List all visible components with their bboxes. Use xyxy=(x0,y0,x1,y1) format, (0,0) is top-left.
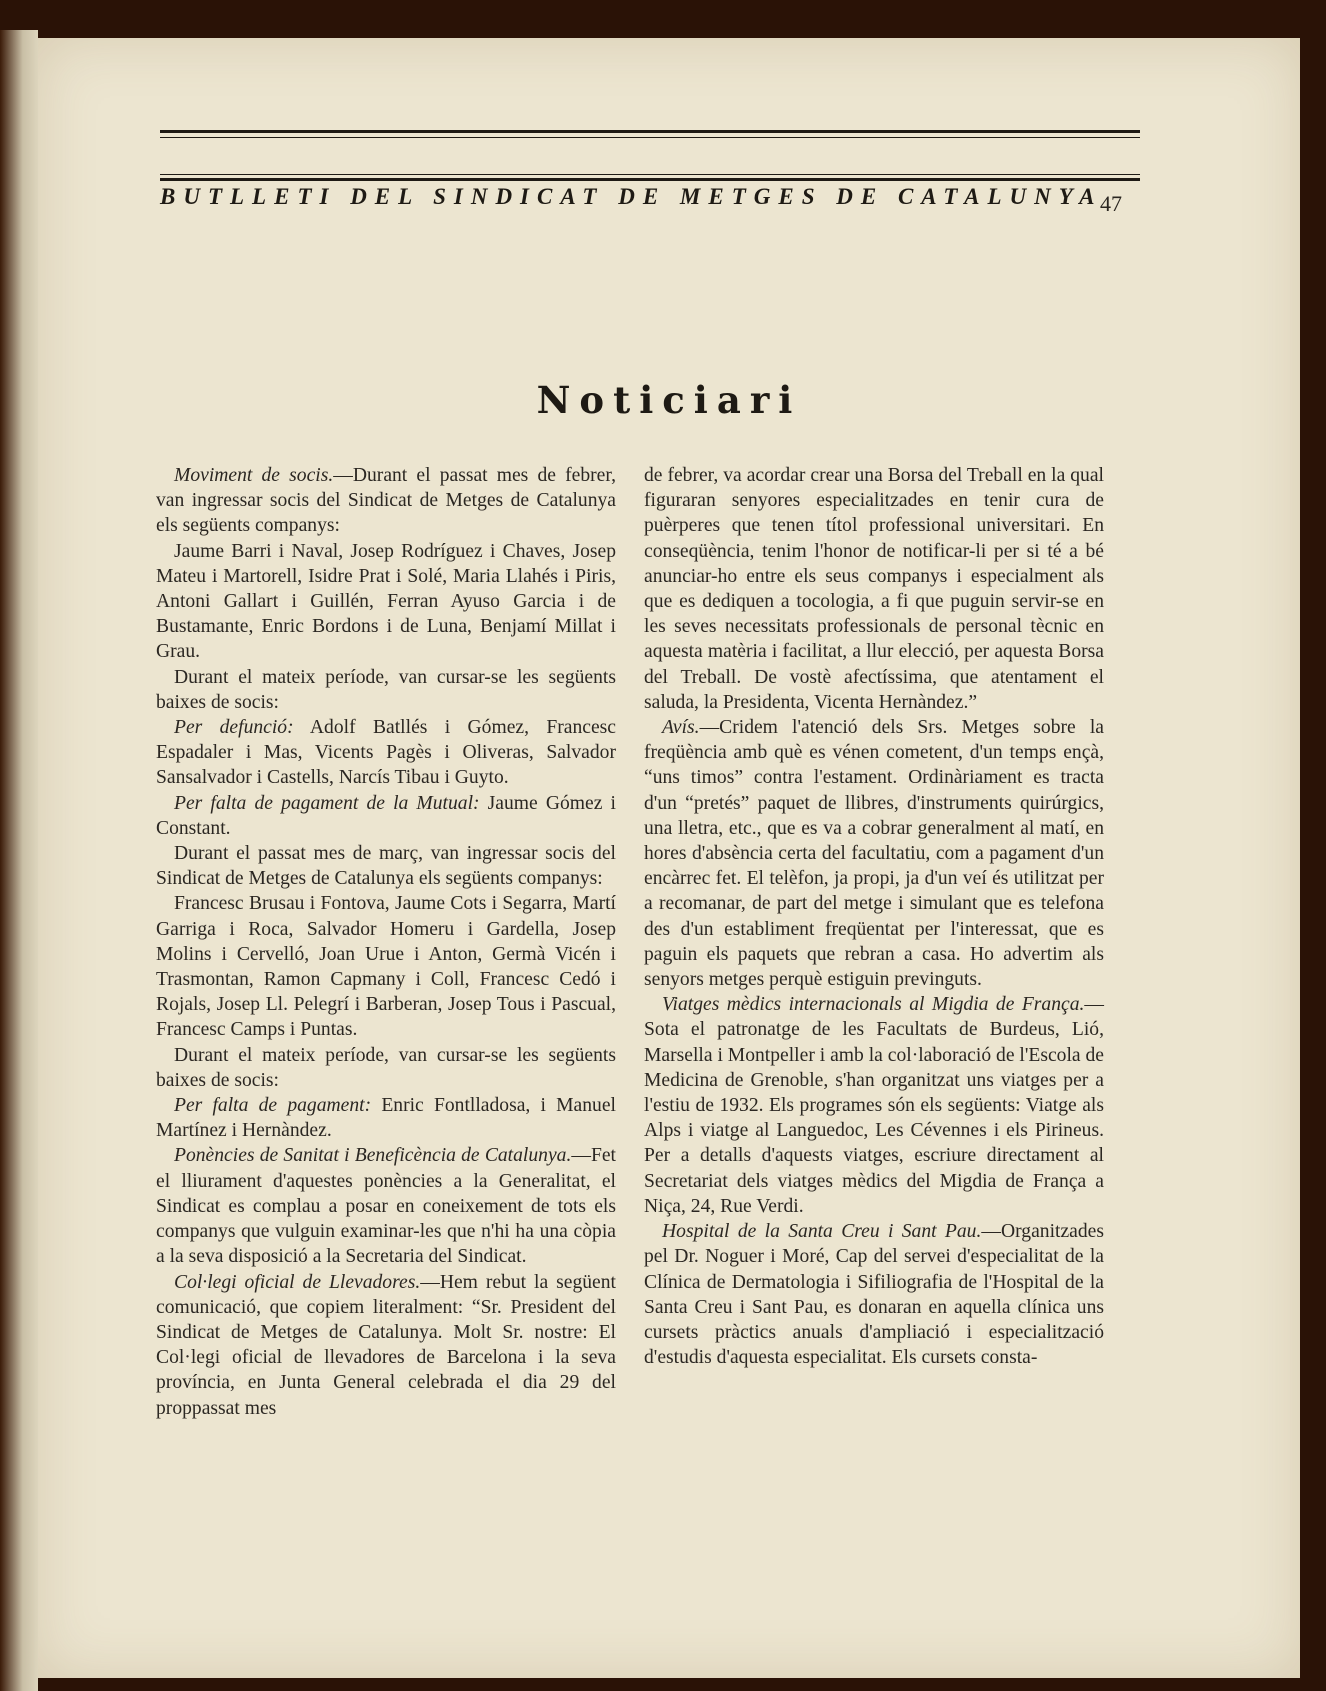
paragraph xyxy=(156,791,616,841)
paragraph-text: —Hem rebut la següent comunicació, que copiem literalment: “Sr. President del Sindicat de Metges de Catalunya. Molt Sr. nostre: El Col·legi oficial de llevadores de Barcelona i la seva província, en Junta General celebrada el dia 29 del proppassat mes xyxy=(156,1271,616,1419)
paragraph: Durant el passat mes de març, van ingressar socis del Sindicat de Metges de Catalunya els següents companys: xyxy=(156,843,616,890)
paragraph-heading: Per falta de pagament de la Mutual: xyxy=(174,792,480,814)
paragraph-text: —Organitzades pel Dr. Noguer i Moré, Cap del servei d'especialitat de la Clínica de Dermatologia i Sifiliografia de l'Hospital de la Santa Creu i Sant Pau, es donaran en aquella clínica uns cursets pràctics anuals d'ampliació i especialització d'estudis d'aquesta especialitat. Els cursets consta- xyxy=(644,1221,1104,1369)
paragraph-heading: Ponències de Sanitat i Beneficència de Catalunya. xyxy=(174,1145,572,1167)
paragraph-heading: Col·legi oficial de Llevadores. xyxy=(174,1271,421,1293)
paragraph-text: —Fet el lliurament d'aquestes ponències a la Generalitat, el Sindicat es complau a posar en coneixement de tots els companys que vulguin examinar-les que n'hi ha una còpia a la seva disposició a la Secretaria del Sindicat. xyxy=(156,1145,616,1268)
paragraph-text: Enric Fontlladosa, i Manuel Martínez i Hernàndez. xyxy=(156,1095,616,1142)
paragraph: Durant el mateix període, van cursar-se les següents baixes de socis: xyxy=(156,1044,616,1091)
header-rule-top-thin xyxy=(160,137,1140,138)
paragraph-heading: Viatges mèdics internacionals al Migdia de França. xyxy=(662,994,1085,1016)
paragraph-heading: Hospital de la Santa Creu i Sant Pau. xyxy=(662,1221,982,1243)
paragraph xyxy=(156,1270,616,1421)
paragraph-text: —Sota el patronatge de les Facultats de Burdeus, Lió, Marsella i Montpeller i amb la col·laboració de l'Escola de Medicina de Grenoble, s'han organitzat uns viatges per a l'estiu de 1932. Els programes són els següents: Viatge als Alps i viatge al Languedoc, Les Cévennes i els Pirineus. Per a detalls d'aquests viatges, escriure directament al Secretariat dels viatges mèdics del Migdia de França a Niça, 24, Rue Verdi. xyxy=(644,994,1105,1217)
paragraph xyxy=(156,463,616,539)
paragraph-heading: Per defunció: xyxy=(174,717,294,739)
left-column xyxy=(156,463,616,1421)
section-title: Noticiari xyxy=(536,378,802,422)
paragraph-heading: Moviment de socis. xyxy=(174,465,334,486)
paragraph xyxy=(644,992,1104,1219)
paragraph-heading: Avís. xyxy=(662,717,700,739)
paragraph xyxy=(156,1143,616,1269)
paragraph xyxy=(156,1093,616,1143)
paragraph-text: —Durant el passat mes de febrer, van ingressar socis del Sindicat de Metges de Catalunya els següents companys: xyxy=(156,465,616,537)
page-number: 47 xyxy=(1100,191,1122,216)
header-rule-top xyxy=(160,130,1140,133)
page xyxy=(38,38,1300,1678)
paragraph: Jaume Barri i Naval, Josep Rodríguez i Chaves, Josep Mateu i Martorell, Isidre Prat i Solé, Maria Llahés i Piris, Antoni Gallart i Guillén, Ferran Ayuso Garcia i de Bustamante, Enric Bordons i de Luna, Benjamí Millat i Grau. xyxy=(156,540,616,663)
paragraph-text: Adolf Batllés i Gómez, Francesc Espadaler i Mas, Vicents Pagès i Oliveras, Salvador Sansalvador i Castells, Narcís Tibau i Guyto. xyxy=(156,717,616,789)
paragraph: de febrer, va acordar crear una Borsa del Treball en la qual figuraran senyores especialitzades en tenir cura de puèrperes que tenen títol professional universitari. En conseqüència, tenim l'honor de notificar-li per si té a bé anunciar-ho entre els seus companys i especialment als que es dediquen a tocologia, a fi que puguin servir-se en les seves necessitats professionals de personal tècnic en aquesta matèria i facilitat, a llur elecció, per aquesta Borsa del Treball. De vostè afectíssima, que atentament el saluda, la Presidenta, Vicenta Hernàndez.” xyxy=(644,465,1104,713)
paragraph-heading: Per falta de pagament: xyxy=(174,1095,372,1117)
paragraph: Durant el mateix període, van cursar-se les següents baixes de socis: xyxy=(156,666,616,713)
book-spine xyxy=(0,30,38,1691)
paragraph-text: —Cridem l'atenció dels Srs. Metges sobre la freqüència amb què es vénen cometent, d'un temps ençà, “uns timos” contra l'estament. Ordinàriament es tracta d'un “pretés” paquet de llibres, d'instruments quirúrgics, una lletra, etc., que es va a cobrar generalment al matí, en hores d'absència certa del facultatiu, com a pagament d'un encàrrec fet. El telèfon, ja propi, ja d'un veí és utilitzat per a recomanar, de part del metge i simulant que es telefona des d'un establiment freqüentat per l'interessat, que es paguin els paquets que rebran a casa. Ho advertim als senyors metges perquè estiguin previnguts. xyxy=(644,717,1104,991)
paragraph: Francesc Brusau i Fontova, Jaume Cots i Segarra, Martí Garriga i Roca, Salvador Homeru i Gardella, Josep Molins i Cervelló, Joan Urue i Anton, Germà Vicén i Trasmontan, Ramon Capmany i Coll, Francesc Cedó i Rojals, Josep Ll. Pelegrí i Barberan, Josep Tous i Pascual, Francesc Camps i Puntas. xyxy=(156,893,616,1041)
header-rule-bottom-thin xyxy=(160,174,1140,175)
running-header: BUTLLETI DEL SINDICAT DE METGES DE CATALUNYA xyxy=(160,184,1103,209)
paragraph-text: Jaume Gómez i Constant. xyxy=(156,792,616,839)
right-column xyxy=(644,463,1104,1370)
paragraph xyxy=(644,1219,1104,1370)
paragraph xyxy=(156,715,616,791)
paragraph xyxy=(644,715,1104,992)
header-rule-bottom xyxy=(160,178,1140,181)
